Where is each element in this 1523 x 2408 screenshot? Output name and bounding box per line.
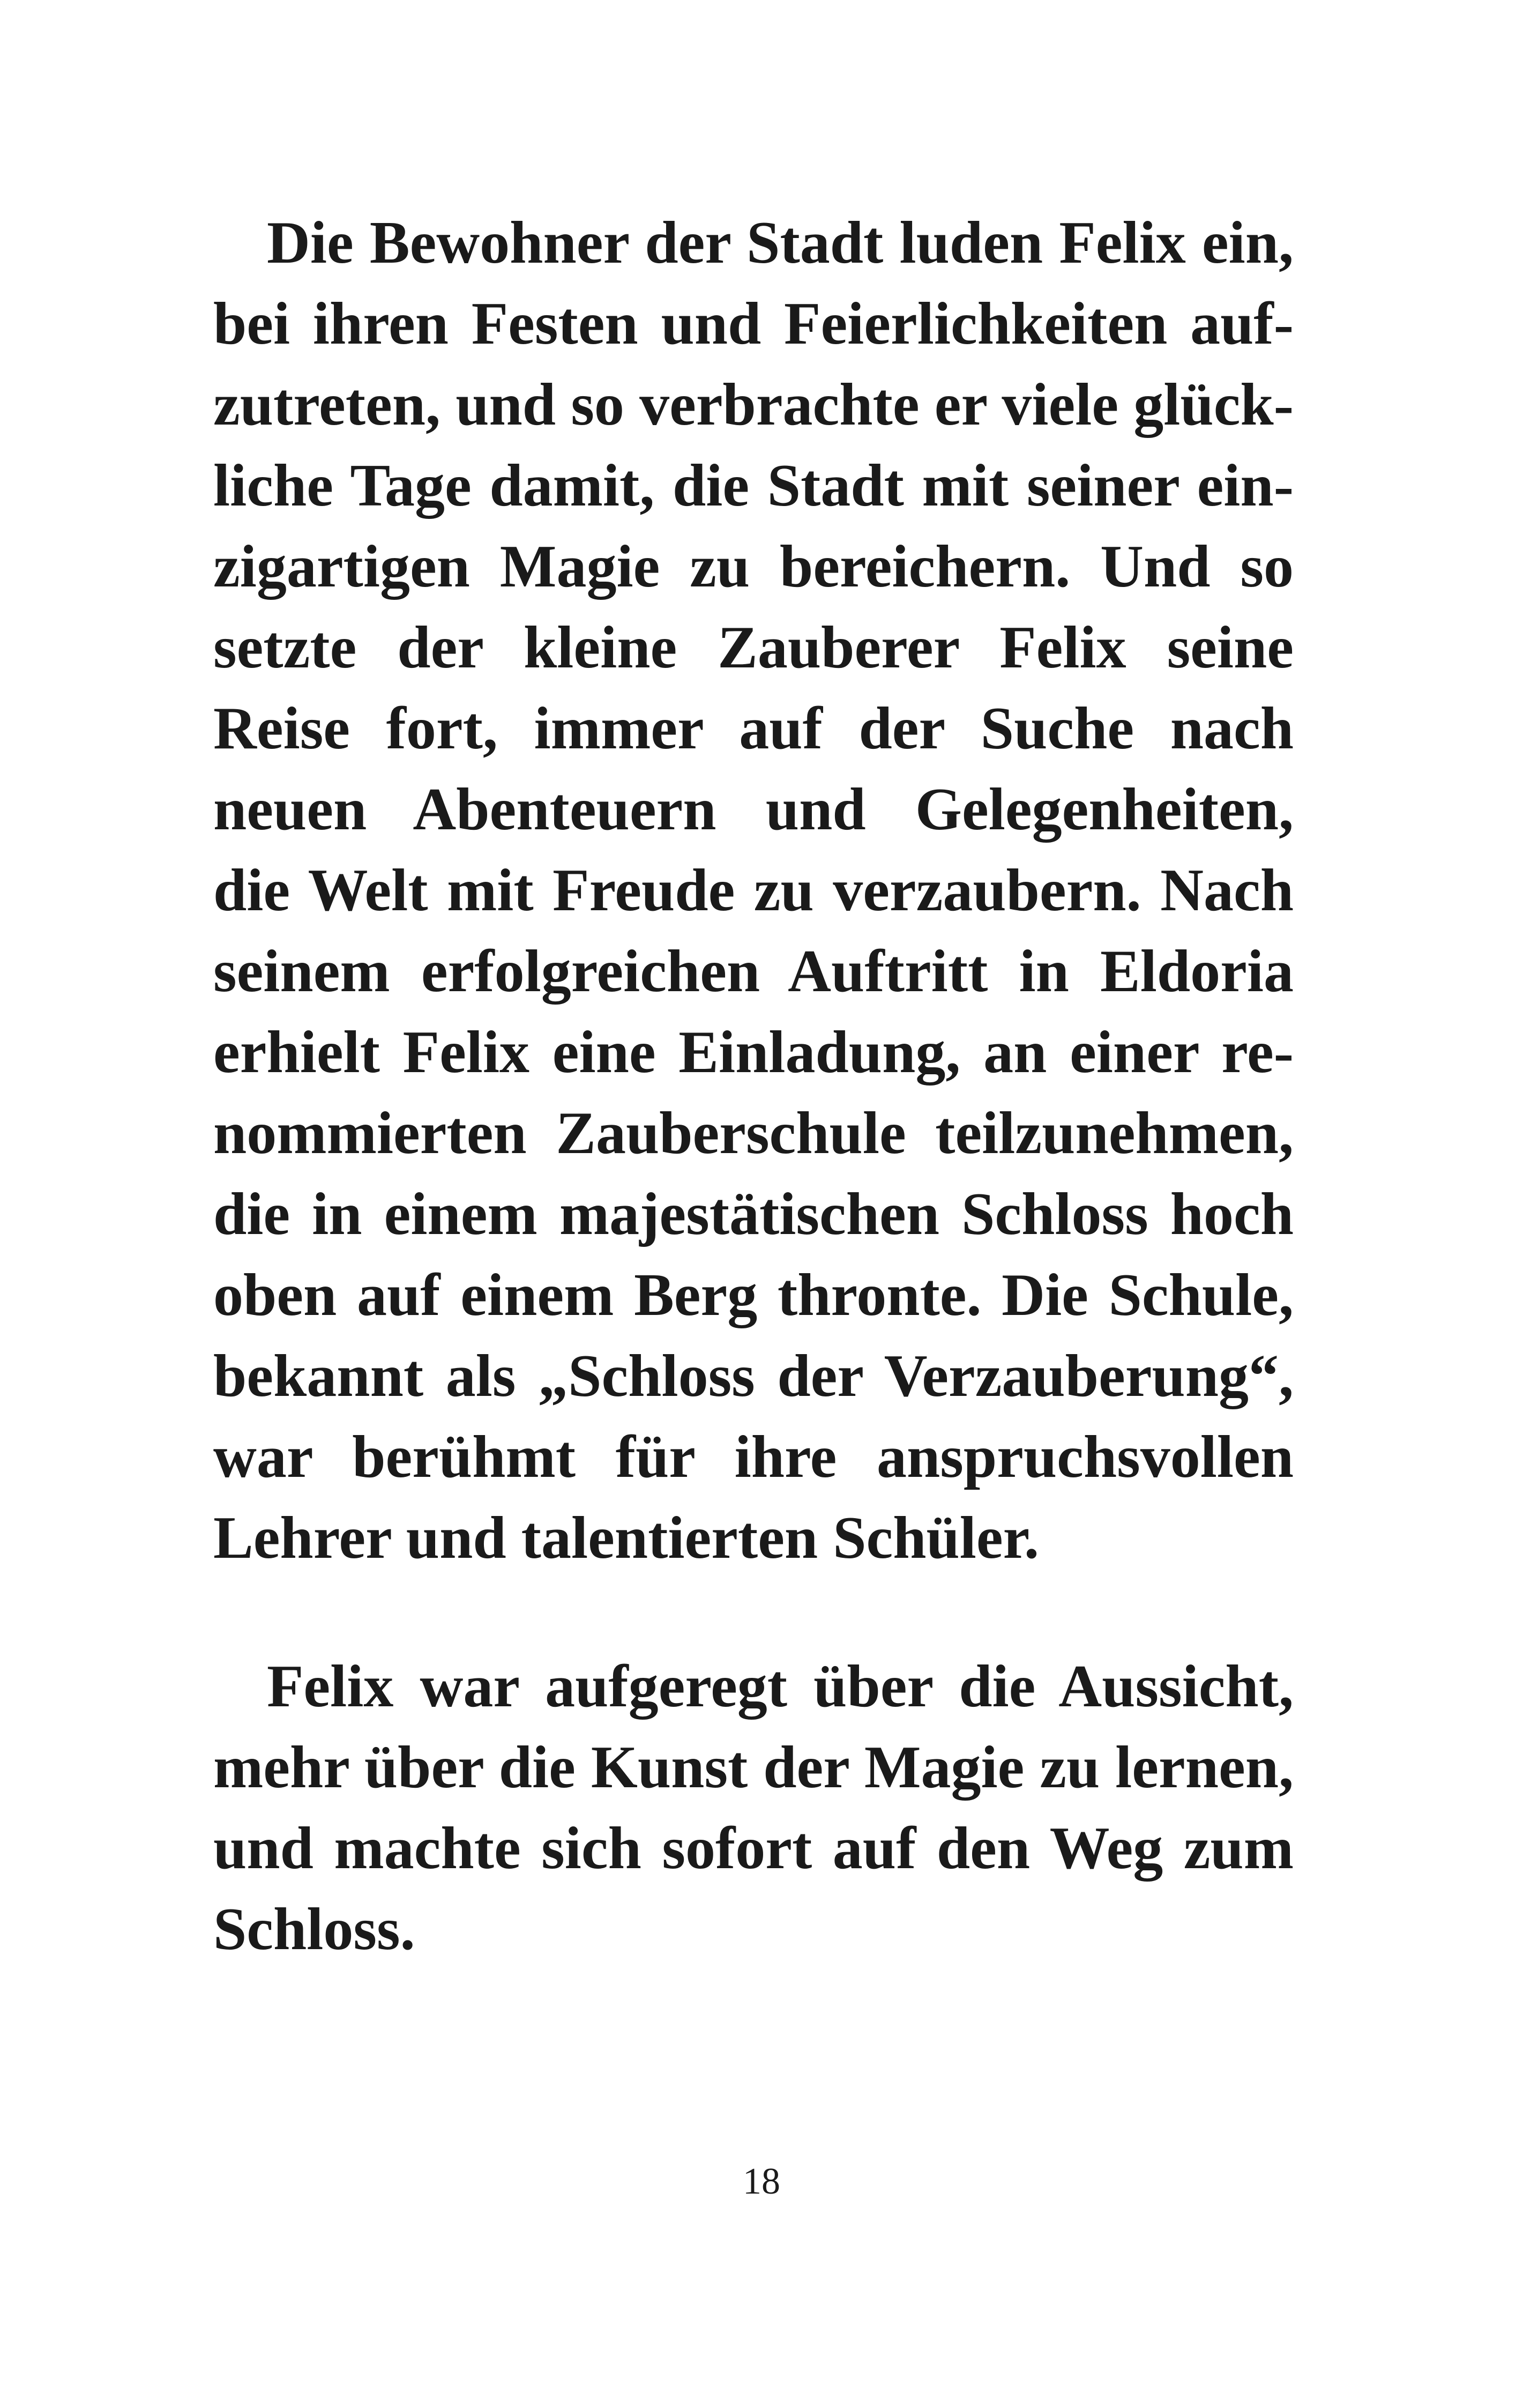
text-line: Lehrer und talentierten Schüler. [213,1505,1040,1571]
text-line: Die Bewohner der Stadt luden Felix ein, [267,210,1294,276]
text-line: neuen Abenteuern und Gelegenheiten, [213,776,1294,843]
page-number: 18 [743,2161,780,2202]
text-line: bei ihren Festen und Feierlichkeiten auf- [213,291,1294,357]
text-line: setzte der kleine Zauberer Felix seine [213,614,1294,681]
paragraph-2 [213,1646,1294,1970]
text-line: erhielt Felix eine Einladung, an einer re- [213,1019,1294,1086]
text-line: seinem erfolgreichen Auftritt in Eldoria [213,938,1294,1005]
text-line: Reise fort, immer auf der Suche nach [213,695,1294,762]
text-line: mehr über die Kunst der Magie zu lernen, [213,1734,1294,1801]
text-line: Felix war aufgeregt über die Aussicht, [267,1653,1294,1720]
text-line: liche Tage damit, die Stadt mit seiner ein- [213,452,1294,519]
text-line: nommierten Zauberschule teilzunehmen, [213,1100,1294,1166]
text-line: Schloss. [213,1896,415,1963]
text-line: oben auf einem Berg thronte. Die Schule, [213,1262,1294,1328]
text-line: die Welt mit Freude zu verzaubern. Nach [213,857,1294,924]
text-line: und machte sich sofort auf den Weg zum [213,1815,1294,1882]
text-line: bekannt als „Schloss der Verzauberung“, [213,1343,1294,1409]
text-line: die in einem majestätischen Schloss hoch [213,1181,1294,1247]
paragraph-1 [213,203,1294,1579]
text-line: zigartigen Magie zu bereichern. Und so [213,533,1294,600]
text-line: war berühmt für ihre anspruchsvollen [213,1424,1294,1490]
text-line: zutreten, und so verbrachte er viele glück- [213,371,1294,438]
